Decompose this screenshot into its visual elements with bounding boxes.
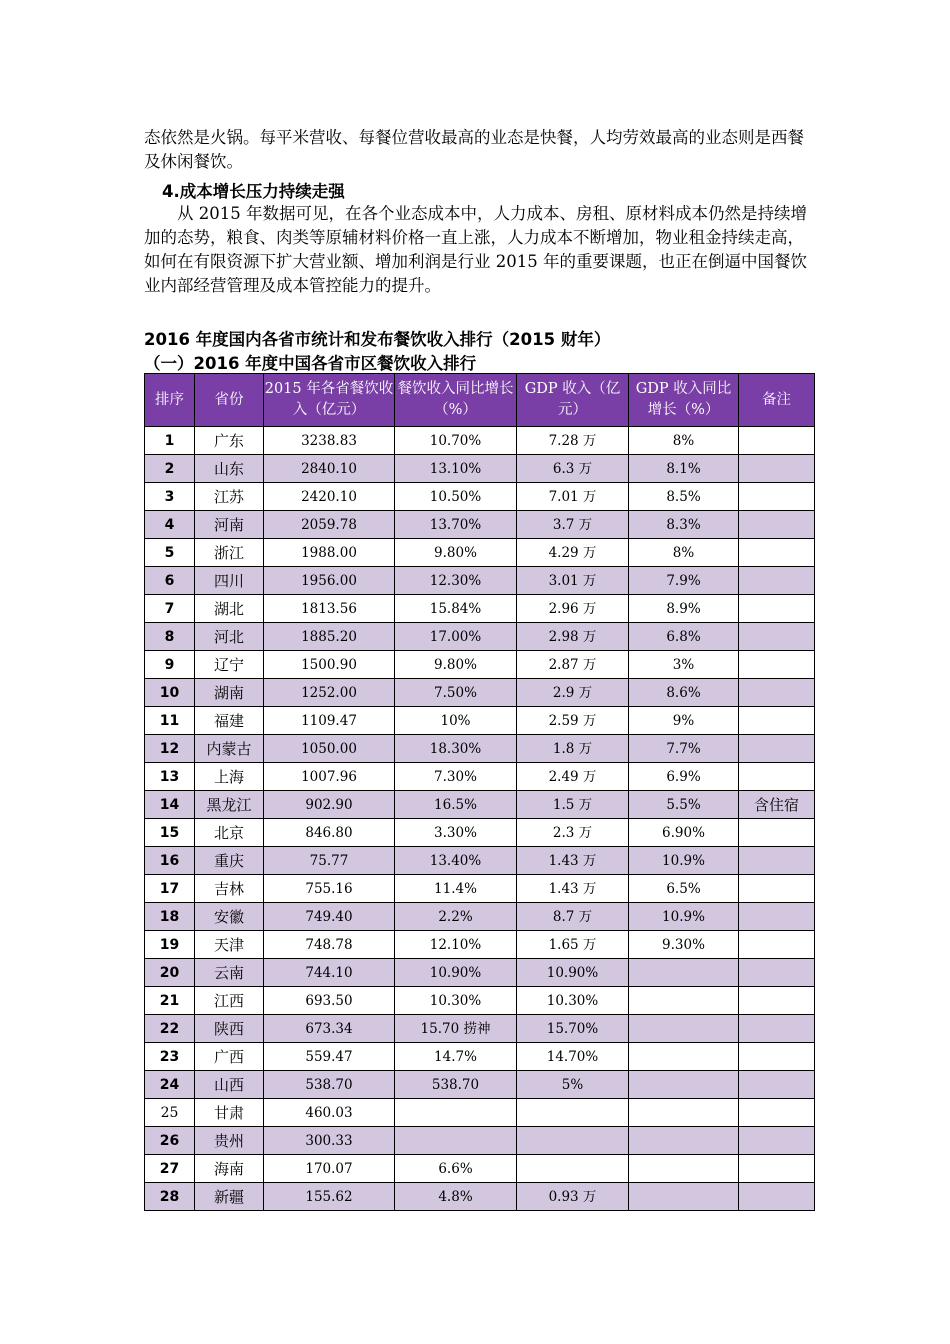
revenue-growth-cell: 538.70 bbox=[395, 1071, 517, 1099]
rank-cell: 11 bbox=[145, 707, 195, 735]
header-rank: 排序 bbox=[145, 374, 195, 427]
rank-cell: 21 bbox=[145, 987, 195, 1015]
province-cell: 湖北 bbox=[195, 595, 264, 623]
revenue-growth-cell: 10.90% bbox=[395, 959, 517, 987]
gdp-growth-cell: 8.3% bbox=[629, 511, 739, 539]
revenue-cell: 902.90 bbox=[264, 791, 395, 819]
note-cell bbox=[739, 903, 815, 931]
province-cell: 广西 bbox=[195, 1043, 264, 1071]
table-row bbox=[145, 595, 815, 623]
note-cell bbox=[739, 735, 815, 763]
note-cell bbox=[739, 987, 815, 1015]
revenue-cell: 559.47 bbox=[264, 1043, 395, 1071]
rank-cell: 15 bbox=[145, 819, 195, 847]
note-cell bbox=[739, 595, 815, 623]
body-paragraph: 从 2015 年数据可见，在各个业态成本中，人力成本、房租、原材料成本仍然是持续增加的态势，粮食、肉类等原辅材料价格一直上涨，人力成本不断增加，物业租金持续走高，如何在有限资源下扩大营业额、增加利润是行业 2015 年的重要课题，也正在倒逼中国餐饮业内部经营管理及成本管控能力的提升。 bbox=[144, 204, 807, 295]
highlighted-value: 10.9% bbox=[662, 908, 705, 925]
revenue-cell: 1500.90 bbox=[264, 651, 395, 679]
province-cell: 黑龙江 bbox=[195, 791, 264, 819]
revenue-cell: 1109.47 bbox=[264, 707, 395, 735]
revenue-cell: 1956.00 bbox=[264, 567, 395, 595]
gdp-cell: 15.70% bbox=[517, 1015, 629, 1043]
header-note: 备注 bbox=[739, 374, 815, 427]
table-row bbox=[145, 791, 815, 819]
revenue-cell: 1988.00 bbox=[264, 539, 395, 567]
gdp-growth-cell bbox=[629, 1015, 739, 1043]
gdp-growth-cell bbox=[629, 1071, 739, 1099]
revenue-growth-cell: 15.84% bbox=[395, 595, 517, 623]
note-cell bbox=[739, 483, 815, 511]
gdp-growth-cell: 6.90% bbox=[629, 819, 739, 847]
table-row bbox=[145, 483, 815, 511]
table-title: 2016 年度国内各省市统计和发布餐饮收入排行（2015 财年） bbox=[144, 330, 611, 349]
table-row bbox=[145, 1071, 815, 1099]
table-row bbox=[145, 931, 815, 959]
gdp-growth-cell: 7.9% bbox=[629, 567, 739, 595]
gdp-growth-cell: 8.9% bbox=[629, 595, 739, 623]
rank-cell: 19 bbox=[145, 931, 195, 959]
province-cell: 上海 bbox=[195, 763, 264, 791]
table-row bbox=[145, 875, 815, 903]
gdp-growth-cell bbox=[629, 1155, 739, 1183]
gdp-cell: 2.98 万 bbox=[517, 623, 629, 651]
gdp-growth-cell bbox=[629, 987, 739, 1015]
province-cell: 浙江 bbox=[195, 539, 264, 567]
table-subtitle: （一）2016 年度中国各省市区餐饮收入排行 bbox=[144, 354, 477, 373]
table-row bbox=[145, 1099, 815, 1127]
gdp-growth-cell: 8.6% bbox=[629, 679, 739, 707]
revenue-cell: 538.70 bbox=[264, 1071, 395, 1099]
revenue-growth-cell bbox=[395, 1127, 517, 1155]
table-row bbox=[145, 1127, 815, 1155]
revenue-growth-cell: 11.4% bbox=[395, 875, 517, 903]
gdp-cell: 2.96 万 bbox=[517, 595, 629, 623]
province-cell: 北京 bbox=[195, 819, 264, 847]
province-cell: 新疆 bbox=[195, 1183, 264, 1211]
header-gdp-growth: GDP 收入同比增长（%） bbox=[629, 374, 739, 427]
gdp-cell: 8.7 万 bbox=[517, 903, 629, 931]
revenue-growth-cell: 12.30% bbox=[395, 567, 517, 595]
note-cell bbox=[739, 679, 815, 707]
rank-cell: 18 bbox=[145, 903, 195, 931]
province-cell: 内蒙古 bbox=[195, 735, 264, 763]
gdp-cell: 10.90% bbox=[517, 959, 629, 987]
gdp-cell bbox=[517, 1155, 629, 1183]
rank-cell: 13 bbox=[145, 763, 195, 791]
province-cell: 重庆 bbox=[195, 847, 264, 875]
note-cell bbox=[739, 875, 815, 903]
note-cell: 含住宿 bbox=[739, 791, 815, 819]
province-cell: 湖南 bbox=[195, 679, 264, 707]
note-cell bbox=[739, 567, 815, 595]
revenue-cell: 460.03 bbox=[264, 1099, 395, 1127]
header-revenue: 2015 年各省餐饮收入（亿元） bbox=[264, 374, 395, 427]
gdp-growth-cell: 3% bbox=[629, 651, 739, 679]
rank-cell: 7 bbox=[145, 595, 195, 623]
note-cell bbox=[739, 427, 815, 455]
revenue-growth-cell: 3.30% bbox=[395, 819, 517, 847]
table-row bbox=[145, 763, 815, 791]
gdp-cell: 2.3 万 bbox=[517, 819, 629, 847]
rank-cell: 6 bbox=[145, 567, 195, 595]
gdp-cell: 2.87 万 bbox=[517, 651, 629, 679]
gdp-growth-cell: 10.9% bbox=[629, 847, 739, 875]
revenue-growth-cell: 9.80% bbox=[395, 651, 517, 679]
revenue-cell: 3238.83 bbox=[264, 427, 395, 455]
gdp-growth-cell bbox=[629, 1043, 739, 1071]
note-cell bbox=[739, 1043, 815, 1071]
province-cell: 天津 bbox=[195, 931, 264, 959]
gdp-growth-cell bbox=[629, 1099, 739, 1127]
rank-cell: 12 bbox=[145, 735, 195, 763]
gdp-cell: 1.43 万 bbox=[517, 875, 629, 903]
rank-cell: 28 bbox=[145, 1183, 195, 1211]
table-row bbox=[145, 651, 815, 679]
revenue-cell: 2840.10 bbox=[264, 455, 395, 483]
revenue-growth-cell: 7.30% bbox=[395, 763, 517, 791]
table-row bbox=[145, 819, 815, 847]
gdp-growth-cell: 9.30% bbox=[629, 931, 739, 959]
gdp-cell: 2.59 万 bbox=[517, 707, 629, 735]
note-cell bbox=[739, 707, 815, 735]
gdp-cell: 2.9 万 bbox=[517, 679, 629, 707]
revenue-growth-cell: 13.70% bbox=[395, 511, 517, 539]
rank-cell: 2 bbox=[145, 455, 195, 483]
gdp-growth-cell: 6.9% bbox=[629, 763, 739, 791]
province-cell: 吉林 bbox=[195, 875, 264, 903]
revenue-growth-cell: 10.50% bbox=[395, 483, 517, 511]
note-cell bbox=[739, 931, 815, 959]
rank-cell: 27 bbox=[145, 1155, 195, 1183]
table-row bbox=[145, 455, 815, 483]
note-cell bbox=[739, 511, 815, 539]
gdp-growth-cell: 8% bbox=[629, 539, 739, 567]
gdp-cell: 6.3 万 bbox=[517, 455, 629, 483]
revenue-growth-cell: 15.70 捞神 bbox=[395, 1015, 517, 1043]
note-cell bbox=[739, 959, 815, 987]
note-cell bbox=[739, 1155, 815, 1183]
rank-cell: 24 bbox=[145, 1071, 195, 1099]
gdp-growth-cell: 5.5% bbox=[629, 791, 739, 819]
table-row bbox=[145, 567, 815, 595]
gdp-growth-cell bbox=[629, 1183, 739, 1211]
rank-cell: 22 bbox=[145, 1015, 195, 1043]
note-cell bbox=[739, 847, 815, 875]
revenue-growth-cell: 10.30% bbox=[395, 987, 517, 1015]
table-row bbox=[145, 847, 815, 875]
gdp-cell: 10.30% bbox=[517, 987, 629, 1015]
rank-cell: 26 bbox=[145, 1127, 195, 1155]
revenue-growth-cell: 9.80% bbox=[395, 539, 517, 567]
gdp-growth-cell bbox=[629, 1127, 739, 1155]
gdp-growth-cell: 8.1% bbox=[629, 455, 739, 483]
gdp-cell: 1.43 万 bbox=[517, 847, 629, 875]
note-cell bbox=[739, 651, 815, 679]
rank-cell: 8 bbox=[145, 623, 195, 651]
revenue-cell: 2059.78 bbox=[264, 511, 395, 539]
rank-cell: 9 bbox=[145, 651, 195, 679]
gdp-cell: 3.7 万 bbox=[517, 511, 629, 539]
gdp-cell: 14.70% bbox=[517, 1043, 629, 1071]
table-row bbox=[145, 903, 815, 931]
province-cell: 福建 bbox=[195, 707, 264, 735]
revenue-cell: 673.34 bbox=[264, 1015, 395, 1043]
rank-cell: 10 bbox=[145, 679, 195, 707]
rank-cell: 25 bbox=[145, 1099, 195, 1127]
revenue-growth-cell: 12.10% bbox=[395, 931, 517, 959]
table-row bbox=[145, 1183, 815, 1211]
rank-cell: 23 bbox=[145, 1043, 195, 1071]
province-cell: 辽宁 bbox=[195, 651, 264, 679]
gdp-cell bbox=[517, 1127, 629, 1155]
province-cell: 云南 bbox=[195, 959, 264, 987]
province-cell: 江西 bbox=[195, 987, 264, 1015]
revenue-cell: 749.40 bbox=[264, 903, 395, 931]
gdp-cell: 5% bbox=[517, 1071, 629, 1099]
revenue-cell: 1050.00 bbox=[264, 735, 395, 763]
revenue-growth-cell: 16.5% bbox=[395, 791, 517, 819]
table-row bbox=[145, 1043, 815, 1071]
note-cell bbox=[739, 1071, 815, 1099]
revenue-cell: 846.80 bbox=[264, 819, 395, 847]
gdp-growth-cell bbox=[629, 903, 739, 931]
gdp-cell: 3.01 万 bbox=[517, 567, 629, 595]
note-cell bbox=[739, 1127, 815, 1155]
revenue-growth-cell: 2.2% bbox=[395, 903, 517, 931]
revenue-cell: 755.16 bbox=[264, 875, 395, 903]
revenue-cell: 1813.56 bbox=[264, 595, 395, 623]
rank-cell: 20 bbox=[145, 959, 195, 987]
revenue-cell: 748.78 bbox=[264, 931, 395, 959]
rank-cell: 3 bbox=[145, 483, 195, 511]
rank-cell: 5 bbox=[145, 539, 195, 567]
revenue-growth-cell: 10.70% bbox=[395, 427, 517, 455]
gdp-cell bbox=[517, 1099, 629, 1127]
table-row bbox=[145, 1015, 815, 1043]
rank-cell: 4 bbox=[145, 511, 195, 539]
revenue-cell: 693.50 bbox=[264, 987, 395, 1015]
rank-cell: 17 bbox=[145, 875, 195, 903]
note-cell bbox=[739, 819, 815, 847]
ranking-table bbox=[144, 373, 815, 1211]
intro-paragraph: 态依然是火锅。每平米营收、每餐位营收最高的业态是快餐，人均劳效最高的业态则是西餐及休闲餐饮。 bbox=[144, 128, 804, 171]
gdp-growth-cell bbox=[629, 959, 739, 987]
revenue-cell: 744.10 bbox=[264, 959, 395, 987]
revenue-growth-cell: 13.10% bbox=[395, 455, 517, 483]
note-cell bbox=[739, 1015, 815, 1043]
province-cell: 安徽 bbox=[195, 903, 264, 931]
province-cell: 江苏 bbox=[195, 483, 264, 511]
note-cell bbox=[739, 1183, 815, 1211]
revenue-cell: 1252.00 bbox=[264, 679, 395, 707]
note-cell bbox=[739, 539, 815, 567]
gdp-cell: 1.8 万 bbox=[517, 735, 629, 763]
revenue-growth-cell: 17.00% bbox=[395, 623, 517, 651]
province-cell: 河北 bbox=[195, 623, 264, 651]
table-row bbox=[145, 987, 815, 1015]
revenue-growth-cell: 13.40% bbox=[395, 847, 517, 875]
province-cell: 陕西 bbox=[195, 1015, 264, 1043]
gdp-cell: 7.28 万 bbox=[517, 427, 629, 455]
gdp-cell: 1.65 万 bbox=[517, 931, 629, 959]
header-gdp: GDP 收入（亿元） bbox=[517, 374, 629, 427]
revenue-growth-cell: 18.30% bbox=[395, 735, 517, 763]
province-cell: 山西 bbox=[195, 1071, 264, 1099]
table-row bbox=[145, 707, 815, 735]
note-cell bbox=[739, 763, 815, 791]
revenue-growth-cell: 10% bbox=[395, 707, 517, 735]
gdp-cell: 4.29 万 bbox=[517, 539, 629, 567]
revenue-growth-cell: 4.8% bbox=[395, 1183, 517, 1211]
note-cell bbox=[739, 455, 815, 483]
revenue-cell: 2420.10 bbox=[264, 483, 395, 511]
section-heading: 4.成本增长压力持续走强 bbox=[162, 182, 345, 201]
revenue-cell: 155.62 bbox=[264, 1183, 395, 1211]
revenue-cell: 75.77 bbox=[264, 847, 395, 875]
table-row bbox=[145, 427, 815, 455]
revenue-growth-cell: 7.50% bbox=[395, 679, 517, 707]
revenue-growth-cell: 14.7% bbox=[395, 1043, 517, 1071]
gdp-growth-cell: 6.8% bbox=[629, 623, 739, 651]
revenue-cell: 1885.20 bbox=[264, 623, 395, 651]
header-province: 省份 bbox=[195, 374, 264, 427]
table-header-row bbox=[145, 374, 815, 427]
gdp-cell: 0.93 万 bbox=[517, 1183, 629, 1211]
province-cell: 山东 bbox=[195, 455, 264, 483]
rank-cell: 14 bbox=[145, 791, 195, 819]
table-row bbox=[145, 1155, 815, 1183]
note-cell bbox=[739, 623, 815, 651]
revenue-growth-cell bbox=[395, 1099, 517, 1127]
table-row bbox=[145, 735, 815, 763]
province-cell: 贵州 bbox=[195, 1127, 264, 1155]
revenue-cell: 170.07 bbox=[264, 1155, 395, 1183]
table-row bbox=[145, 959, 815, 987]
note-cell bbox=[739, 1099, 815, 1127]
revenue-cell: 1007.96 bbox=[264, 763, 395, 791]
rank-cell: 16 bbox=[145, 847, 195, 875]
gdp-growth-cell: 8.5% bbox=[629, 483, 739, 511]
table-row bbox=[145, 511, 815, 539]
revenue-cell: 300.33 bbox=[264, 1127, 395, 1155]
gdp-growth-cell: 8% bbox=[629, 427, 739, 455]
gdp-growth-cell: 6.5% bbox=[629, 875, 739, 903]
gdp-growth-cell: 7.7% bbox=[629, 735, 739, 763]
table-row bbox=[145, 679, 815, 707]
province-cell: 广东 bbox=[195, 427, 264, 455]
province-cell: 甘肃 bbox=[195, 1099, 264, 1127]
gdp-growth-cell: 9% bbox=[629, 707, 739, 735]
table-row bbox=[145, 623, 815, 651]
table-row bbox=[145, 539, 815, 567]
gdp-cell: 2.49 万 bbox=[517, 763, 629, 791]
gdp-cell: 1.5 万 bbox=[517, 791, 629, 819]
gdp-cell: 7.01 万 bbox=[517, 483, 629, 511]
province-cell: 四川 bbox=[195, 567, 264, 595]
header-revenue-growth: 餐饮收入同比增长（%） bbox=[395, 374, 517, 427]
rank-cell: 1 bbox=[145, 427, 195, 455]
revenue-growth-cell: 6.6% bbox=[395, 1155, 517, 1183]
province-cell: 海南 bbox=[195, 1155, 264, 1183]
province-cell: 河南 bbox=[195, 511, 264, 539]
